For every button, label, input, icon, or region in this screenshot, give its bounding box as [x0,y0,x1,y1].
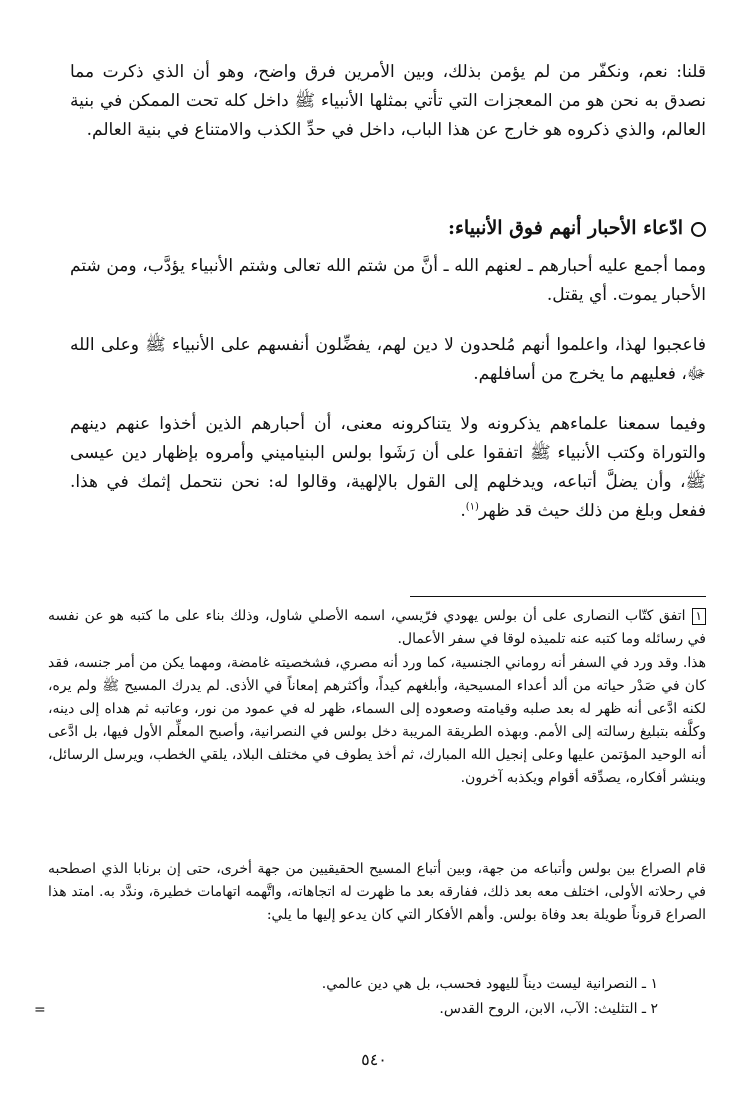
footnote-number-box: ١ [692,608,706,625]
paragraph-paul-text: وفيما سمعنا علماءهم يذكرونه ولا يتناكرونه معنى، أن أحبارهم الذين أخذوا عنهم دينهم والتوراة وكتب الأنبياء ﷺ اتفقوا على أن رَشَوا بولس البنياميني وأمروه بإظهار دين عيسى ﷺ، وأن يضلَّ أتباعه، ويدخلهم إلى القول بالإلهية، وقالوا له: نحن نتحمل إثمك في هذا. ففعل وبلغ من ذلك حيث قد ظهر [70,414,706,521]
continuation-mark: = [34,1002,46,1018]
footnote-reference[interactable]: (١) [465,501,479,513]
footnote-paragraph-3: قام الصراع بين بولس وأتباعه من جهة، وبين أتباع المسيح الحقيقيين من جهة أخرى، حتى إن برنابا الذي اصطحبه في رحلاته الأولى، اختلف معه بعد ذلك، ففارقه بعد ما ظهرت له اتجاهاته، واتَّهمه اتهامات خطيرة، وندَّد به. امتد هذا الصراع قروناً طويلة بعد وفاة بولس. وأهم الأفكار التي كان يدعو إليها ما يلي: [48,861,706,923]
footnote-paragraph-2: هذا. وقد ورد في السفر أنه روماني الجنسية، كما ورد أنه مصري، فشخصيته غامضة، ومهما يكن من أمر جنسه، فقد كان في صَدْر حياته من ألد أعداء المسيحية، وأبلغهم كيداً، وأكثرهم إمعاناً في الأذى. لم يدرك المسيح ﷺ ولم يره، لكنه ادَّعى أنه ظهر له بعد صلبه وقيامته وصعوده إلى السماء، ظهر له في عمود من نور، وعاتبه ثم هداه إلى دينه، وكلَّفه بتبليغ رسالته إلى الأمم. وبهذه الطريقة المريبة دخل بولس في النصرانية، وأصبح المعلِّم الأول فيها، بل ادَّعى أنه الوحيد المؤتمن عليها وعلى إنجيل الله المبارك، ثم أخذ يطوف في مختلف البلاد، يلقي الخطب، ويرسل الرسائل، وينشر أفكاره، يصدِّقه أقوام ويكذبه آخرون. [48,655,707,786]
paragraph-paul-end: . [460,501,466,521]
section-heading [70,213,706,243]
footnote-1 [48,605,706,651]
circle-bullet-icon [691,222,706,237]
footnote-1-text: اتفق كتّاب النصارى على أن بولس يهودي فرّيسي، اسمه الأصلي شاول، وذلك بناء على ما كتبه هو عن نفسه في رسائله وما كتبه عنه تلميذه لوقا في سفر الأعمال. [48,608,706,647]
list-item: ١ ـ النصرانية ليست ديناً لليهود فحسب، بل هي دين عالمي. [321,976,658,992]
paragraph-paul [70,410,706,526]
paragraph-consensus: ومما أجمع عليه أحبارهم ـ لعنهم الله ـ أنَّ من شتم الله تعالى وشتم الأنبياء يؤدَّب، ومن شتم الأحبار يموت. أي يقتل. [70,256,706,305]
list-item: ٢ ـ التثليث: الآب، الابن، الروح القدس. [439,1001,658,1017]
section-heading-text: ادّعاء الأحبار أنهم فوق الأنبياء: [447,217,683,239]
paragraph-wonder: فاعجبوا لهذا، واعلموا أنهم مُلحدون لا دين لهم، يفضِّلون أنفسهم على الأنبياء ﷺ وعلى الله ﷻ، فعليهم ما يخرج من أسافلهم. [70,335,706,384]
page-number: ٥٤٠ [361,1050,387,1069]
paragraph-answer: قلنا: نعم، ونكفّر من لم يؤمن بذلك، وبين الأمرين فرق واضح، وهو أن الذي ذكرت مما نصدق به نحن هو من المعجزات التي تأتي بمثلها الأنبياء ﷺ داخل كله تحت الممكن في بنية العالم، والذي ذكروه هو خارج عن هذا الباب، داخل في حدِّ الكذب والامتناع في بنية العالم. [70,62,706,140]
footnote-separator [410,596,706,597]
